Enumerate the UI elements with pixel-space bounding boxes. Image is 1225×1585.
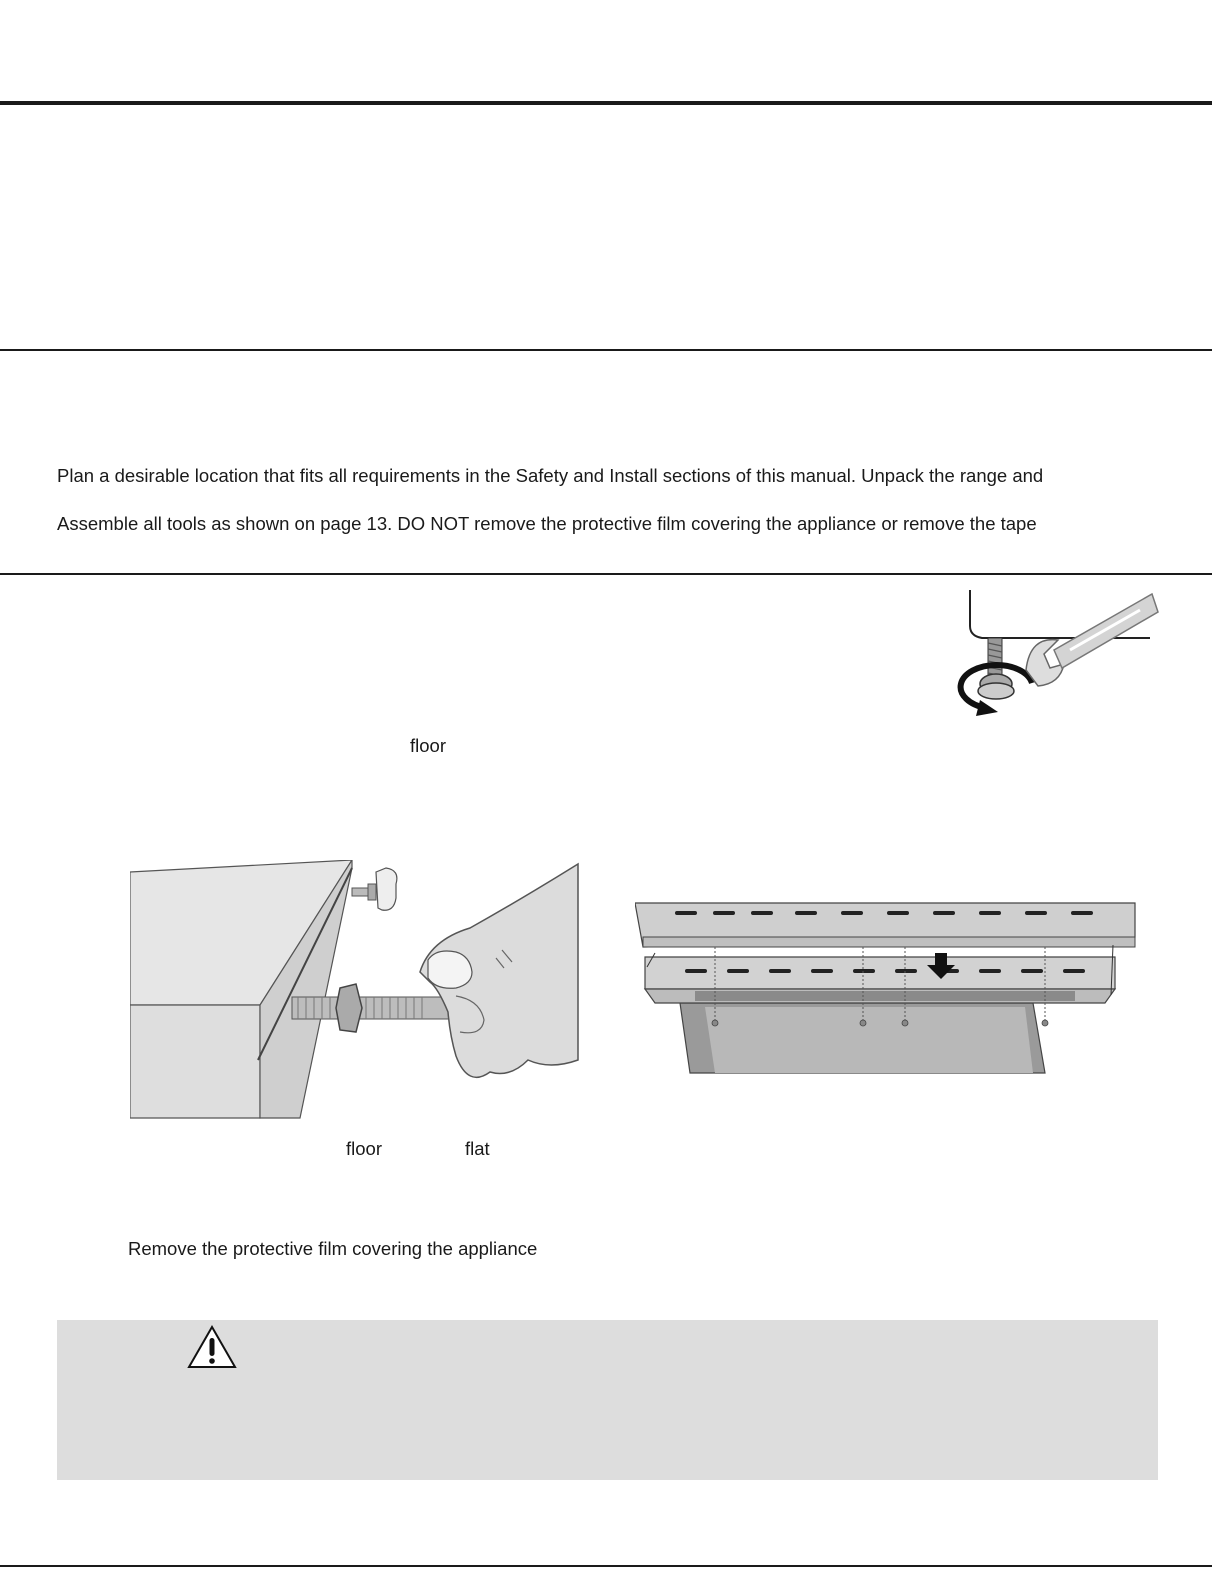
intro-line-2: Assemble all tools as shown on page 13. DO NOT remove the protective film covering the appliance or remove the tape bbox=[57, 513, 1037, 534]
top-divider bbox=[0, 101, 1212, 105]
warning-box bbox=[57, 1320, 1158, 1480]
intro-line-1: Plan a desirable location that fits all requirements in the Safety and Install sections of this manual. Unpack the range and bbox=[57, 465, 1044, 486]
section-divider-2 bbox=[0, 573, 1212, 575]
section-divider-1 bbox=[0, 349, 1212, 351]
wrench-leg-icon bbox=[940, 588, 1160, 723]
floor-label-top: floor bbox=[410, 735, 446, 756]
floor-label-bottom: floor bbox=[346, 1138, 382, 1159]
hand-adjusting-leg-icon bbox=[130, 860, 580, 1120]
bottom-divider bbox=[0, 1565, 1212, 1567]
backguard-rail-icon bbox=[635, 895, 1155, 1080]
warning-triangle-icon bbox=[187, 1325, 237, 1369]
remove-film-instruction: Remove the protective film covering the appliance bbox=[128, 1238, 538, 1259]
flat-label: flat bbox=[465, 1138, 490, 1159]
